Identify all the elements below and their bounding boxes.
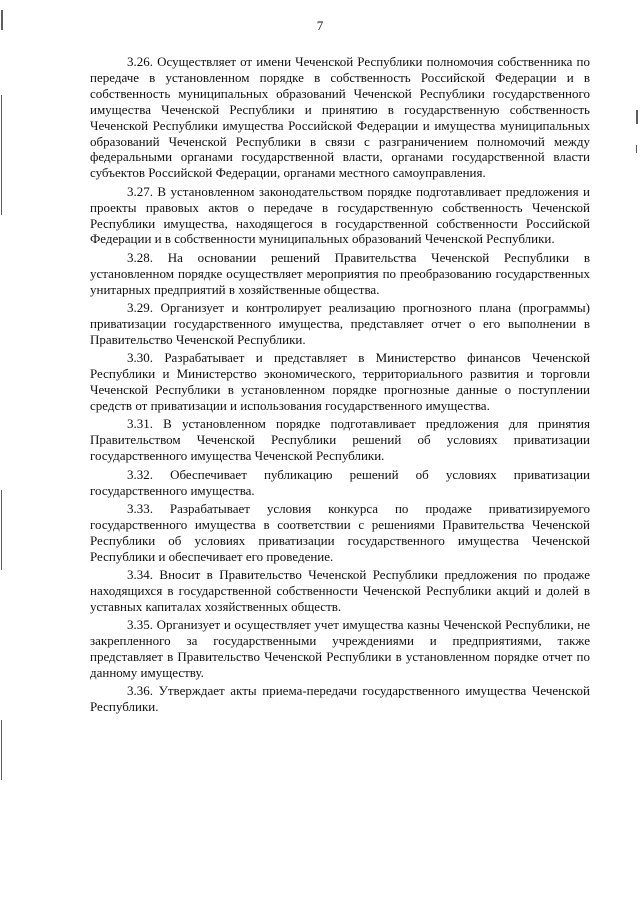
scan-edge-mark [636,110,638,124]
paragraph-3-28: 3.28. На основании решений Правительства Чеченской Республики в установленном порядке осуществляет мероприятия по преобразованию государственных унитарных предприятий в хозяйственные общества. [90,249,590,297]
paragraph-3-34: 3.34. Вносит в Правительство Чеченской Республики предложения по продаже находящихся в государственной собственности Чеченской Республики акций и долей в уставных капиталах хозяйственных обществ. [90,567,590,614]
scan-edge-mark [636,145,637,153]
paragraph-3-30: 3.30. Разрабатывает и представляет в Министерство финансов Чеченской Республики и Министерство экономического, территориального развития и торговли Чеченской Республики в установленном порядке прогнозные данные о поступлении средств от приватизации и использования государственного имущества. [90,350,590,414]
document-body [90,54,590,718]
scan-edge-mark [1,95,2,215]
paragraph-3-32: 3.32. Обеспечивает публикацию решений об условиях приватизации государственного имущества. [90,466,590,498]
paragraph-3-29: 3.29. Организует и контролирует реализацию прогнозного плана (программы) приватизации государственного имущества, представляет отчет о его выполнении в Правительство Чеченской Республики. [90,300,590,347]
page-number: 7 [316,18,324,33]
paragraph-3-33: 3.33. Разрабатывает условия конкурса по продаже приватизируемого государственного имущества в соответствии с решениями Правительства Чеченской Республики об условиях приватизации государственного имущества Чеченской Республики и обеспечивает его проведение. [90,500,590,564]
paragraph-3-26: 3.26. Осуществляет от имени Чеченской Республики полномочия собственника по передаче в установленном порядке в собственность Российской Федерации и в собственность муниципальных образований Чеченской Республики государственного имущества Чеченской Республики и принятию в государственную собственность Чеченской Республики имущества Российской Федерации и имущества муниципальных образований Чеченской Республики в связи с разграничением полномочий между федеральными органами государственной власти, органами государственной власти субъектов Российской Федерации, органами местного самоуправления. [90,54,590,181]
paragraph-3-35: 3.35. Организует и осуществляет учет имущества казны Чеченской Республики, не закрепленного за государственными учреждениями и предприятиями, также представляет в Правительство Чеченской Республики в установленном порядке отчет по данному имуществу. [90,617,590,681]
paragraph-3-27: 3.27. В установленном законодательством порядке подготавливает предложения и проекты правовых актов о передаче в государственную собственность Чеченской Республики имущества, находящегося в государственной собственности Российской Федерации и в собственности муниципальных образований Чеченской Республики. [90,183,590,247]
scan-edge-mark [1,490,2,570]
paragraph-3-31: 3.31. В установленном порядке подготавливает предложения для принятия Правительством Чеченской Республики решений об условиях приватизации государственного имущества Чеченской Республики. [90,416,590,464]
scan-edge-mark [1,720,2,780]
paragraph-3-36: 3.36. Утверждает акты приема-передачи государственного имущества Чеченской Республики. [90,683,590,715]
